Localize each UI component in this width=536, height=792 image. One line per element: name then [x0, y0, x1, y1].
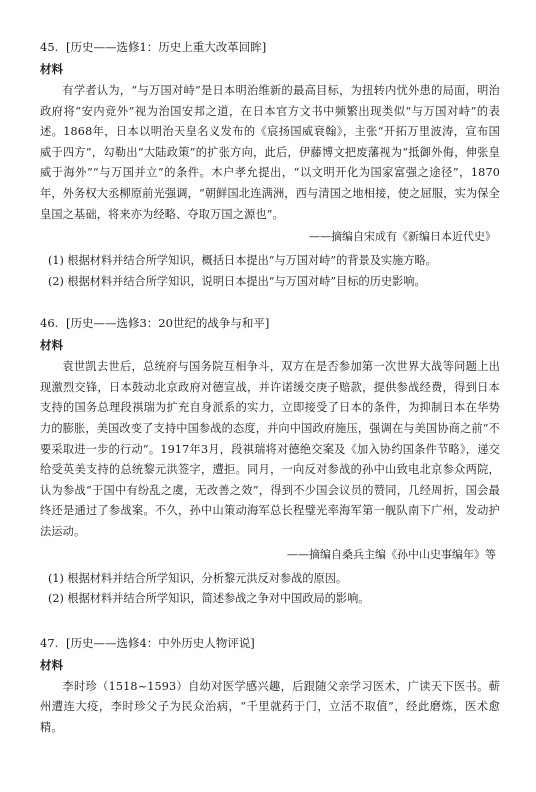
- question-47-material-text: 李时珍（1518~1593）自幼对医学感兴趣，后跟随父亲学习医术，广读天下医书。蕲州遭连大疫，李时珍父子为民众治病，“千里就药于门，立活不取值”，经此磨炼，医术愈精。: [40, 679, 500, 734]
- question-45-heading: [40, 38, 500, 57]
- question-46-source: ——摘编自桑兵主编《孙中山史事编年》等: [287, 547, 496, 561]
- question-46-subquestion-2: (2) 根据材料并结合所学知识，简述参战之争对中国政局的影响。: [48, 592, 370, 605]
- question-47-heading: [40, 634, 500, 653]
- section-gap: [40, 610, 500, 634]
- question-46-title: [历史——选修3：20世纪的战争与和平]: [65, 316, 270, 331]
- question-46-number: 46.: [40, 316, 59, 331]
- question-45-material-label: 材料: [40, 62, 63, 76]
- question-46: [40, 314, 500, 609]
- question-46-subquestion-1: (1) 根据材料并结合所学知识，分析黎元洪反对参战的原因。: [48, 571, 348, 585]
- question-47-title: [历史——选修4：中外历史人物评说]: [65, 635, 255, 650]
- question-45-title: [历史——选修1：历史上重大改革回眸]: [65, 40, 267, 54]
- question-45: [40, 38, 500, 292]
- question-47-material-label: 材料: [40, 657, 63, 672]
- question-46-material-text: 袁世凯去世后，总统府与国务院互相争斗，双方在是否参加第一次世界大战等问题上出现激烈交锋，日本鼓动北京政府对德宣战，并许诺缓交庚子赔款，提供参战经费，得到日本支持的国务总理段祺瑞为扩充自身派系的实力，立即接受了日本的条件，为抑制日本在华势力的膨胀，美国改变了支持中国参战的态度，并向中国政府施压，强调在与美国协商之前“不要采取进一步的行动”。1917年3月，段祺瑞将对德绝交案及《加入协约国条件节略》，递交给受英美支持的总统黎元洪签字，遭拒。同月，一向反对参战的孙中山致电北京参众两院，认为参战“于国中有纷乱之虞，无改善之效”，得到不少国会议员的赞同，几经周折，国会最终还是通过了参战案。不久，孙中山策动海军总长程璧光率海军第一舰队南下广州，发动护法运动。: [40, 360, 500, 538]
- question-47: [40, 634, 500, 739]
- question-45-subquestion-1: (1) 根据材料并结合所学知识，概括日本提出“与万国对峙”的背景及实施方略。: [48, 254, 437, 268]
- question-47-number: 47.: [40, 635, 59, 650]
- question-45-source: ——摘编自宋成有《新编日本近代史》: [309, 230, 496, 244]
- question-45-material-text: 有学者认为，“与万国对峙”是日本明治维新的最高目标，为扭转内忧外患的局面，明治政府将“安内竞外”视为治国安邦之道，在日本官方文书中频繁出现类似“与万国对峙”的表述。1868年，日本以明治天皇名义发布的《宸扬国威衰翰》，主张“开拓万里波涛，宣布国威于四方”，勾勒出“大陆政策”的扩张方向，此后，伊藤博文把废藩视为“抵御外侮，伸张皇威于海外”“与万国并立”的条件。木户孝允提出，“以文明开化为国家富强之途径”，1870年，外务权大丞柳原前光强调，“朝鲜国北连满洲，西与清国之地相接，使之屈服，实为保全皇国之基础，将来亦为经略、夺取万国之源也”。: [40, 84, 500, 221]
- question-46-material-label: 材料: [40, 338, 63, 353]
- question-45-number: 45.: [40, 40, 59, 54]
- question-46-heading: [40, 314, 500, 333]
- section-gap: [40, 292, 500, 314]
- question-45-subquestion-2: (2) 根据材料并结合所学知识，说明日本提出“与万国对峙”目标的历史影响。: [48, 274, 426, 288]
